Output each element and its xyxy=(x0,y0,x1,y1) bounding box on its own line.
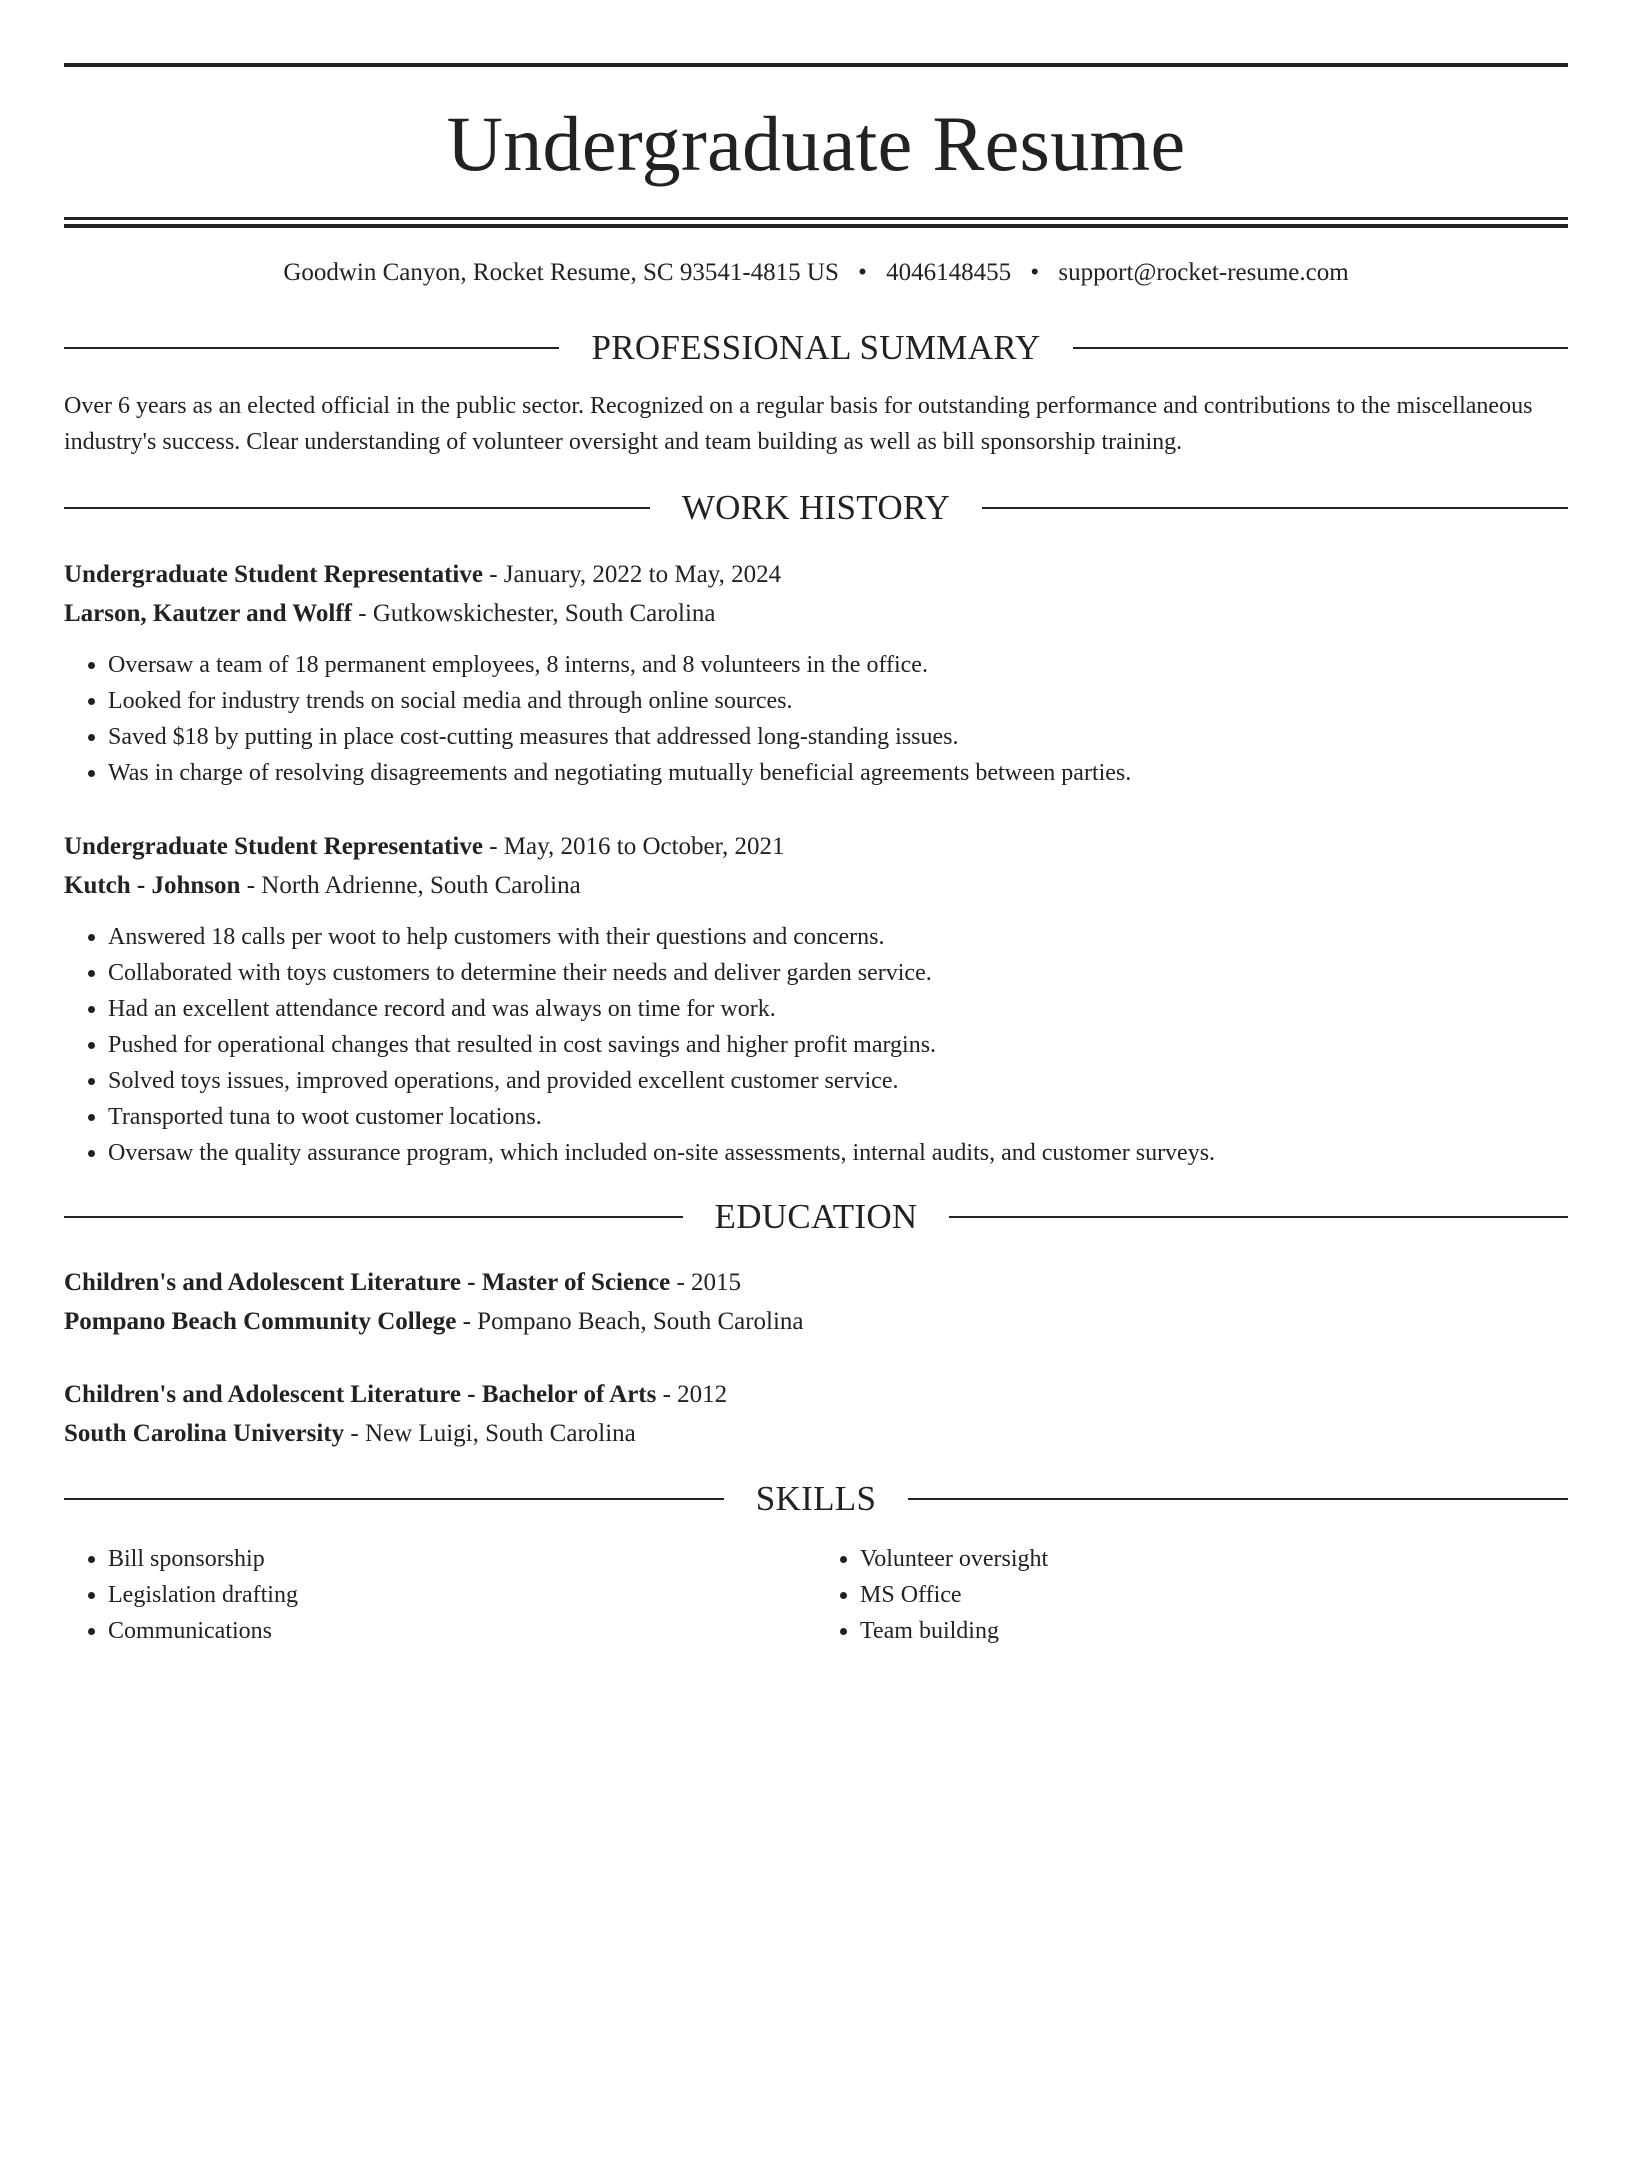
section-title-summary: PROFESSIONAL SUMMARY xyxy=(591,328,1041,367)
education-degree-line xyxy=(64,1263,1568,1302)
contact-separator: • xyxy=(1030,259,1040,286)
contact-separator: • xyxy=(858,259,867,286)
section-header-skills xyxy=(64,1479,1568,1519)
summary-text: Over 6 years as an elected official in the public sector. Recognized on a regular basis for outstanding performance and contributions to the miscellaneous industry's success. Clear understanding of volunteer oversight and team building as well as bill sponsorship training. xyxy=(64,393,1533,456)
skill-item: • Volunteer oversight xyxy=(860,1541,1568,1577)
job-location: - Gutkowskichester, South Carolina xyxy=(352,599,716,627)
job-company-line xyxy=(64,866,1568,905)
education-location: - New Luigi, South Carolina xyxy=(344,1419,636,1447)
education-school: South Carolina University xyxy=(64,1419,345,1447)
title-double-rule xyxy=(64,217,1568,228)
job-title: Undergraduate Student Representative xyxy=(64,560,483,588)
job-bullet: • Was in charge of resolving disagreements and negotiating mutually beneficial agreements between parties. xyxy=(108,755,1568,791)
education-year: - 2012 xyxy=(656,1380,728,1408)
education-degree: Children's and Adolescent Literature - Master of Science xyxy=(64,1268,671,1296)
job-company: Larson, Kautzer and Wolff xyxy=(64,599,352,627)
education-entry xyxy=(64,1263,1568,1341)
job-bullet: • Saved $18 by putting in place cost-cutting measures that addressed long-standing issues. xyxy=(108,719,1568,755)
education-degree: Children's and Adolescent Literature - Bachelor of Arts xyxy=(64,1380,657,1408)
skills-column-left xyxy=(64,1541,816,1649)
education-year: - 2015 xyxy=(670,1268,742,1296)
job-bullets xyxy=(64,647,1568,791)
section-header-education xyxy=(64,1197,1568,1237)
section-rule xyxy=(64,507,650,509)
job-bullet: • Looked for industry trends on social media and through online sources. xyxy=(108,683,1568,719)
education-entry xyxy=(64,1375,1568,1453)
contact-address: Goodwin Canyon, Rocket Resume, SC 93541-4815 US xyxy=(283,259,839,286)
skill-item: • Bill sponsorship xyxy=(108,1541,816,1577)
section-rule xyxy=(908,1498,1568,1500)
section-title-skills: SKILLS xyxy=(755,1478,877,1518)
job-bullet: • Oversaw a team of 18 permanent employees, 8 interns, and 8 volunteers in the office. xyxy=(108,647,1568,683)
job-title-line xyxy=(64,555,1568,594)
job-bullet: • Solved toys issues, improved operations, and provided excellent customer service. xyxy=(108,1063,1568,1099)
education-degree-line xyxy=(64,1375,1568,1414)
contact-line xyxy=(64,258,1568,288)
job-bullet: • Answered 18 calls per woot to help customers with their questions and concerns. xyxy=(108,919,1568,955)
skills-column-right xyxy=(816,1541,1568,1649)
job-title: Undergraduate Student Representative xyxy=(64,832,483,860)
section-rule xyxy=(64,347,559,349)
section-rule xyxy=(1073,347,1568,349)
section-rule xyxy=(64,1216,683,1218)
job-bullets xyxy=(64,919,1568,1171)
job-entry xyxy=(64,555,1568,791)
contact-phone: 4046148455 xyxy=(886,259,1012,286)
section-title-work: WORK HISTORY xyxy=(681,488,951,528)
job-bullet: • Oversaw the quality assurance program, which included on-site assessments, internal audits, and customer surveys. xyxy=(108,1135,1568,1171)
job-dates: - January, 2022 to May, 2024 xyxy=(482,560,782,588)
section-header-summary xyxy=(64,328,1568,368)
job-company: Kutch - Johnson xyxy=(64,871,241,899)
education-school-line xyxy=(64,1302,1568,1341)
education-school: Pompano Beach Community College xyxy=(64,1307,457,1335)
skills-grid xyxy=(64,1541,1568,1649)
job-title-line xyxy=(64,827,1568,866)
resume-page xyxy=(0,63,1632,2175)
top-rule xyxy=(64,63,1568,67)
section-title-education: EDUCATION xyxy=(714,1196,918,1236)
job-dates: - May, 2016 to October, 2021 xyxy=(482,832,785,860)
job-company-line xyxy=(64,594,1568,633)
contact-email: support@rocket-resume.com xyxy=(1058,259,1349,286)
section-header-work xyxy=(64,488,1568,528)
job-bullet: • Had an excellent attendance record and was always on time for work. xyxy=(108,991,1568,1027)
job-location: - North Adrienne, South Carolina xyxy=(240,871,581,899)
education-school-line xyxy=(64,1414,1568,1453)
job-bullet: • Collaborated with toys customers to determine their needs and deliver garden service. xyxy=(108,955,1568,991)
skill-item: • Communications xyxy=(108,1613,816,1649)
resume-title: Undergraduate Resume xyxy=(446,100,1186,187)
skill-item: • Team building xyxy=(860,1613,1568,1649)
job-bullet: • Pushed for operational changes that resulted in cost savings and higher profit margins. xyxy=(108,1027,1568,1063)
section-rule xyxy=(982,507,1568,509)
skill-item: • Legislation drafting xyxy=(108,1577,816,1613)
section-rule xyxy=(949,1216,1568,1218)
education-location: - Pompano Beach, South Carolina xyxy=(456,1307,804,1335)
section-rule xyxy=(64,1498,724,1500)
job-entry xyxy=(64,827,1568,1171)
skill-item: • MS Office xyxy=(860,1577,1568,1613)
job-bullet: • Transported tuna to woot customer locations. xyxy=(108,1099,1568,1135)
